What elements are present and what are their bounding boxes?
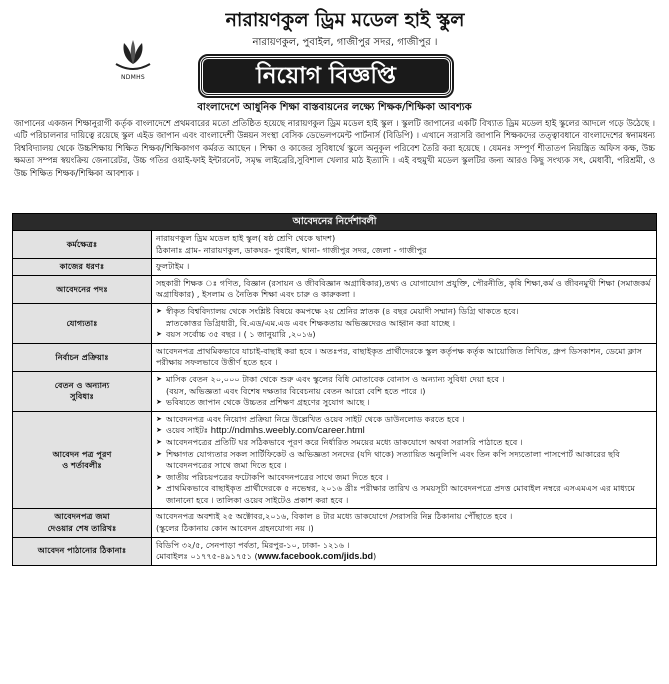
list-item: ➤ ভবিষ্যতে জাপান থেকে উচ্চতর প্রশিক্ষণ গ্রহণের সুযোগ আছে । bbox=[156, 397, 652, 409]
list-item: ➤ মাসিক বেতন ২০,০০০ টাকা থেকে শুরু এবং স্কুলের বিধি মোতাবেক বোনাস ও অন্যান্য সুবিধা দেয়া হবে । (বয়স, অভিজ্ঞতা এবং বিশেষ দক্ষতার বিবেচনায় বেতন আরো বেশি হতে পারে ।) bbox=[156, 374, 652, 397]
notice-headline: বাংলাদেশে আধুনিক শিক্ষা বাস্তবায়নের লক্ষ্যে শিক্ষক/শিক্ষিকা আবশ্যক bbox=[197, 102, 472, 113]
list-item: ➤ স্বীকৃত বিশ্ববিদ্যালয় থেকে সংশ্লিষ্ট বিষয়ে কমপক্ষে ২য় শ্রেনির স্নাতক (৪ বছর মেয়াদী সম্মান) ডিগ্রি থাকতে হবে। স্নাতকোত্তর ডিগ্রিধারী, বি.এড/এম.এড এবং শিক্ষকতায় অভিজ্ঞদেরও আহ্বান করা যাচ্ছে । bbox=[156, 306, 652, 329]
row-label: কর্মক্ষেত্রঃ bbox=[13, 231, 152, 259]
workplace-address: ঠিকানাঃ গ্রাম- নারায়ণকুল, ডাকঘর- পুবাইল, থানা- গাজীপুর সদর, জেলা - গাজীপুর bbox=[156, 244, 427, 255]
school-address: নারায়ণকুল, পুবাইল, গাজীপুর সদর, গাজীপুর । bbox=[252, 37, 438, 48]
table-row bbox=[13, 303, 657, 343]
row-label: বেতন ও অন্যান্য সুবিধাঃ bbox=[13, 371, 152, 411]
row-label: নির্বাচন প্রক্রিয়াঃ bbox=[13, 343, 152, 371]
list-item: ➤ ওয়েব সাইটঃ http://ndmhs.weebly.com/career.html bbox=[156, 425, 652, 437]
table-row bbox=[13, 371, 657, 411]
row-value: আবেদনপত্র প্রাথমিকভাবে যাচাই-বাছাই করা হবে । অতঃপর, বাছাইকৃত প্রার্থীদেরকে স্কুল কর্তৃপক্ষ কর্তৃক আয়োজিত লিখিত, গ্রুপ ডিসকাশন, ডেমো ক্লাস পরীক্ষায় সফলভাবে উত্তীর্ণ হতে হবে । bbox=[152, 343, 657, 371]
row-label: কাজের ধরণঃ bbox=[13, 259, 152, 276]
table-row bbox=[13, 509, 657, 537]
school-name: নারায়ণকুল ড্রিম মডেল হাই স্কুল bbox=[225, 9, 465, 31]
table-row bbox=[13, 411, 657, 509]
list-item: ➤ প্রাথমিকভাবে বাছাইকৃত প্রার্থীদেরকে ৫ নভেম্বর, ২০১৬ খ্রীঃ পরীক্ষার তারিখ ও সময়সূচী আবেদনপত্রে প্রদত্ত মোবাইল নম্বরে এসএমএস এর মাধ্যমে জানানো হবে । তালিকা ওয়েব সাইটেও প্রকাশ করা হবে । bbox=[156, 483, 652, 506]
list-item: ➤ জাতীয় পরিচয়পত্রের ফটোকপি আবেদনপত্রের সাথে জমা দিতে হবে । bbox=[156, 472, 652, 484]
notice-banner: নিয়োগ বিজ্ঞপ্তি bbox=[200, 56, 452, 96]
table-title: আবেদনের নির্দেশাবলী bbox=[13, 214, 657, 231]
row-value: সহকারী শিক্ষক ঃ গণিত, বিজ্ঞান (রসায়ন ও জীববিজ্ঞান অগ্রাধিকার),তথ্য ও যোগাযোগ প্রযুক্তি, পৌরনীতি, কৃষি শিক্ষা,কর্ম ও জীবনমুখী শিক্ষা (সমাজকর্ম অগ্রাধিকার) , ইসলাম ও নৈতিক শিক্ষা এবং চারু ও কারুকলা । bbox=[152, 275, 657, 303]
row-value: আবেদনপত্র অবশ্যই ২৫ অক্টোবর,২০১৬, বিকাল ৪ টার মধ্যে ডাকযোগে /সরাসরি নিম্ন ঠিকানায় পৌঁছাতে হবে । (স্কুলের ঠিকানায় কোন আবেদন গ্রহনযোগ্য নয় ।) bbox=[152, 509, 657, 537]
workplace-line: নারায়ণকুল ড্রিম মডেল হাই স্কুল( ষষ্ঠ শ্রেণি থেকে দ্বাদশ) bbox=[156, 233, 336, 243]
table-row bbox=[13, 537, 657, 565]
row-value bbox=[152, 371, 657, 411]
row-value bbox=[152, 411, 657, 509]
row-label: আবেদন পত্র পূরণ ও শর্তাবলীঃ bbox=[13, 411, 152, 509]
row-value bbox=[152, 303, 657, 343]
career-url-link[interactable]: http://ndmhs.weebly.com/career.html bbox=[210, 425, 365, 437]
table-row bbox=[13, 275, 657, 303]
row-label: যোগ্যতাঃ bbox=[13, 303, 152, 343]
row-value: ফুলটাইম । bbox=[152, 259, 657, 276]
intro-paragraph: জাপানের একজন শিক্ষানুরাগী কর্তৃক বাংলাদেশে প্রথমবারের মতো প্রতিষ্ঠিত হয়েছে নারায়ণকুল ড্রিম মডেল হাই স্কুল । স্কুলটি জাপানের একটি বিখ্যাত ড্রিম মডেল হাই স্কুলের আদলে গড়ে উঠেছে । এটি পরিচালনার দায়িত্বে রয়েছে স্কুল এইড জাপান এবং বাংলাদেশী উন্নয়ন সংস্থা বেসিক ডেভেলপমেন্ট পার্টনার্স (বিডিপি) । এখানে সরাসরি জাপানি শিক্ষকদের তত্ত্বাবধানে বাংলাদেশের স্বনামধন্য বিশ্ববিদ্যালয় থেকে উচ্চশিক্ষায় শিক্ষিত শিক্ষক/শিক্ষিকাগণ কর্মরত আছেন । শিক্ষা ও কাজের সুবিধার্থে স্কুলে অনুকূল পরিবেশ তৈরি করা হয়েছে । যেমনঃ সম্পূর্ণ শীতাতপ নিয়ন্ত্রিত অফিস কক্ষ, উচ্চ ক্ষমতা সম্পন্ন স্বয়ংক্রিয় জেনারেটর, উচ্চ গতির ওয়াই-ফাই ইন্টারনেট, সমৃদ্ধ লাইব্রেরি,সুবিশাল খেলার মাঠ ইত্যাদি । এই বহুমুখী মডেল স্কুলটির জন্য আরও কিছু সংখ্যক সৎ, মেধাবী, পরিশ্রমী, ও উচ্চ শিক্ষিত শিক্ষক/শিক্ষিকা আবশ্যক । bbox=[14, 118, 655, 178]
list-item: ➤ বয়স সর্বোচ্চ ৩৫ বছর । ( ১ জানুয়ারি ,২০১৬) bbox=[156, 329, 652, 341]
row-label: আবেদনের পদঃ bbox=[13, 275, 152, 303]
list-item: ➤ আবেদনপত্রের প্রতিটি ঘর সঠিকভাবে পূরণ করে নির্ধারিত সময়ের মধ্যে ডাকযোগে অথবা সরাসরি পাঠাতে হবে । bbox=[156, 437, 652, 449]
row-label: আবেদন পাঠানোর ঠিকানাঃ bbox=[13, 537, 152, 565]
logo-label: NDMHS bbox=[120, 74, 146, 81]
facebook-url-link[interactable]: www.facebook.com/jids.bd bbox=[257, 551, 373, 562]
instructions-table bbox=[12, 213, 657, 566]
school-logo-icon bbox=[112, 34, 154, 76]
row-label: আবেদনপত্র জমা দেওয়ার শেষ তারিখঃ bbox=[13, 509, 152, 537]
row-value: বিডিপি ৩২/৫, সেনপাড়া পর্বতা, মিরপুর-১০, ঢাকা- ১২১৬ । মোবাইলঃ ০১৭৭৫-৪৯১৭৫১ (www.facebook.com/jids.bd) bbox=[152, 537, 657, 565]
row-value bbox=[152, 231, 657, 259]
table-row bbox=[13, 231, 657, 259]
list-item: ➤ শিক্ষাগত যোগ্যতার সকল সার্টিফিকেট ও অভিজ্ঞতা সনদের (যদি থাকে) সত্যায়িত অনুলিপি এবং তিন কপি সদ্যতোলা পাসপোর্ট আকারের ছবি আবেদনপত্রের সাথে জমা দিতে হবে । bbox=[156, 449, 652, 472]
list-item: ➤ আবেদনপত্র এবং নিয়োগ প্রক্রিয়া নিম্নে উল্লেখিত ওয়েব সাইট থেকে ডাউনলোড করতে হবে । bbox=[156, 414, 652, 426]
table-row bbox=[13, 343, 657, 371]
table-row bbox=[13, 259, 657, 276]
